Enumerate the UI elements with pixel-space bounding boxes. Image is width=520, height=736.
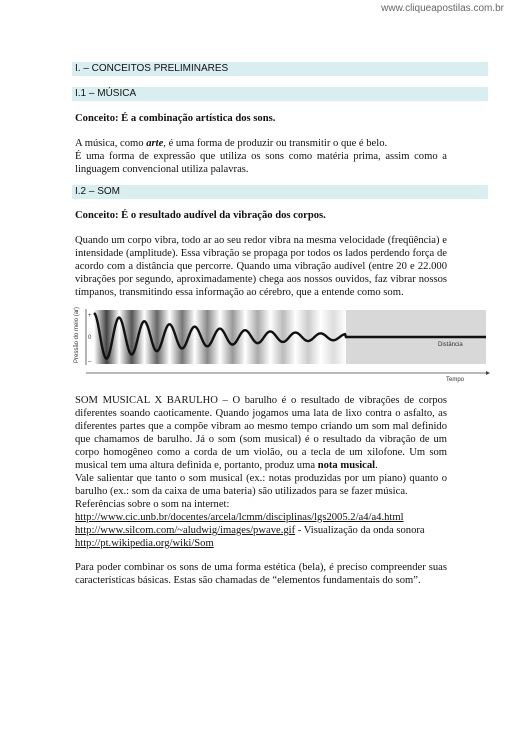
distance-label: Distância — [438, 342, 463, 348]
barulho-paragraph-3: Para poder combinar os sons de uma forma estética (bela), é preciso compreender suas características básicas. Estas são chamadas de “elementos fundamentais do som”. — [75, 562, 447, 586]
som-paragraph-1: Quando um corpo vibra, todo ar ao seu redor vibra na mesma velocidade (freqüência) e intensidade (amplitude). Essa vibração se propaga por todos os lados perdendo força de acordo com a distância que percorre. Quando uma vibração audível (entre 20 e 22.000 vibrações por segundo, aproximadamente) chega aos nossos ouvidos, faz vibrar nossos tímpanos, transmitindo essa informação ao cérebro, que a entende como som. — [75, 235, 447, 298]
section-heading-som: I.2 – SOM — [72, 185, 488, 199]
barulho-paragraph-2: Vale salientar que tanto o som musical (ex.: notas produzidas por um piano) quanto o barulho (ex.: som da caixa de uma bateria) são utilizados para se fazer música. — [75, 473, 447, 497]
reference-2-note: - Visualização da onda sonora — [295, 525, 425, 536]
musica-concept: Conceito: É a combinação artística dos sons. — [75, 113, 276, 124]
reference-2 — [75, 524, 447, 537]
compression-bands — [94, 310, 346, 364]
barulho-p1-text-a: SOM MUSICAL X BARULHO – O barulho é o resultado de vibrações de corpos diferentes soando caoticamente. Quando jogamos uma lata de lixo contra o asfalto, as diferentes partes que a compõe vibram ao mesmo tempo criando um som mal definido que chamamos de barulho. Já o som (som musical) é o resultado da vibração de um corpo homogêneo como a corda de um violão, ou a tecla de um xilofone. Um som musical tem uma altura definida e, portanto, produz uma — [75, 395, 447, 471]
tick-zero: 0 — [88, 335, 92, 341]
section-heading-conceitos: I. – CONCEITOS PRELIMINARES — [72, 62, 488, 76]
nota-musical-bold: nota musical — [317, 460, 376, 471]
musica-p1-text-a: A música, como — [75, 138, 147, 149]
tick-plus: + — [88, 313, 92, 319]
som-concept: Conceito: É o resultado audível da vibração dos corpos. — [75, 210, 326, 221]
tick-minus: – — [88, 359, 92, 365]
musica-p1-emphasis: arte — [146, 138, 164, 149]
link-wikipedia-som[interactable]: http://pt.wikipedia.org/wiki/Som — [75, 538, 214, 549]
sound-wave-figure — [72, 305, 492, 385]
time-label: Tempo — [446, 377, 465, 383]
link-silcom-pwave[interactable]: http://www.silcom.com/~aludwig/images/pwave.gif — [75, 525, 296, 536]
reference-3 — [75, 537, 447, 550]
refs-label: Referências sobre o som na internet: — [75, 499, 230, 510]
barulho-paragraph-1 — [75, 394, 447, 472]
barulho-p1-text-b: . — [375, 460, 378, 471]
musica-paragraph-2: É uma forma de expressão que utiliza os sons como matéria prima, assim como a linguagem convencional utiliza palavras. — [75, 151, 447, 175]
musica-paragraph-1 — [75, 137, 447, 150]
y-axis-label: Pressão do meio (ar) — [74, 306, 80, 363]
musica-p1-text-b: , é uma forma de produzir ou transmitir o que é belo. — [163, 138, 388, 149]
reference-1 — [75, 511, 447, 524]
time-axis-arrow — [486, 371, 490, 375]
section-heading-musica: I.1 – MÚSICA — [72, 87, 488, 101]
link-cic-unb[interactable]: http://www.cic.unb.br/docentes/arcela/lcmm/disciplinas/lgs2005.2/a4/a4.html — [75, 512, 404, 523]
site-url: www.cliqueapostilas.com.br — [381, 3, 504, 14]
